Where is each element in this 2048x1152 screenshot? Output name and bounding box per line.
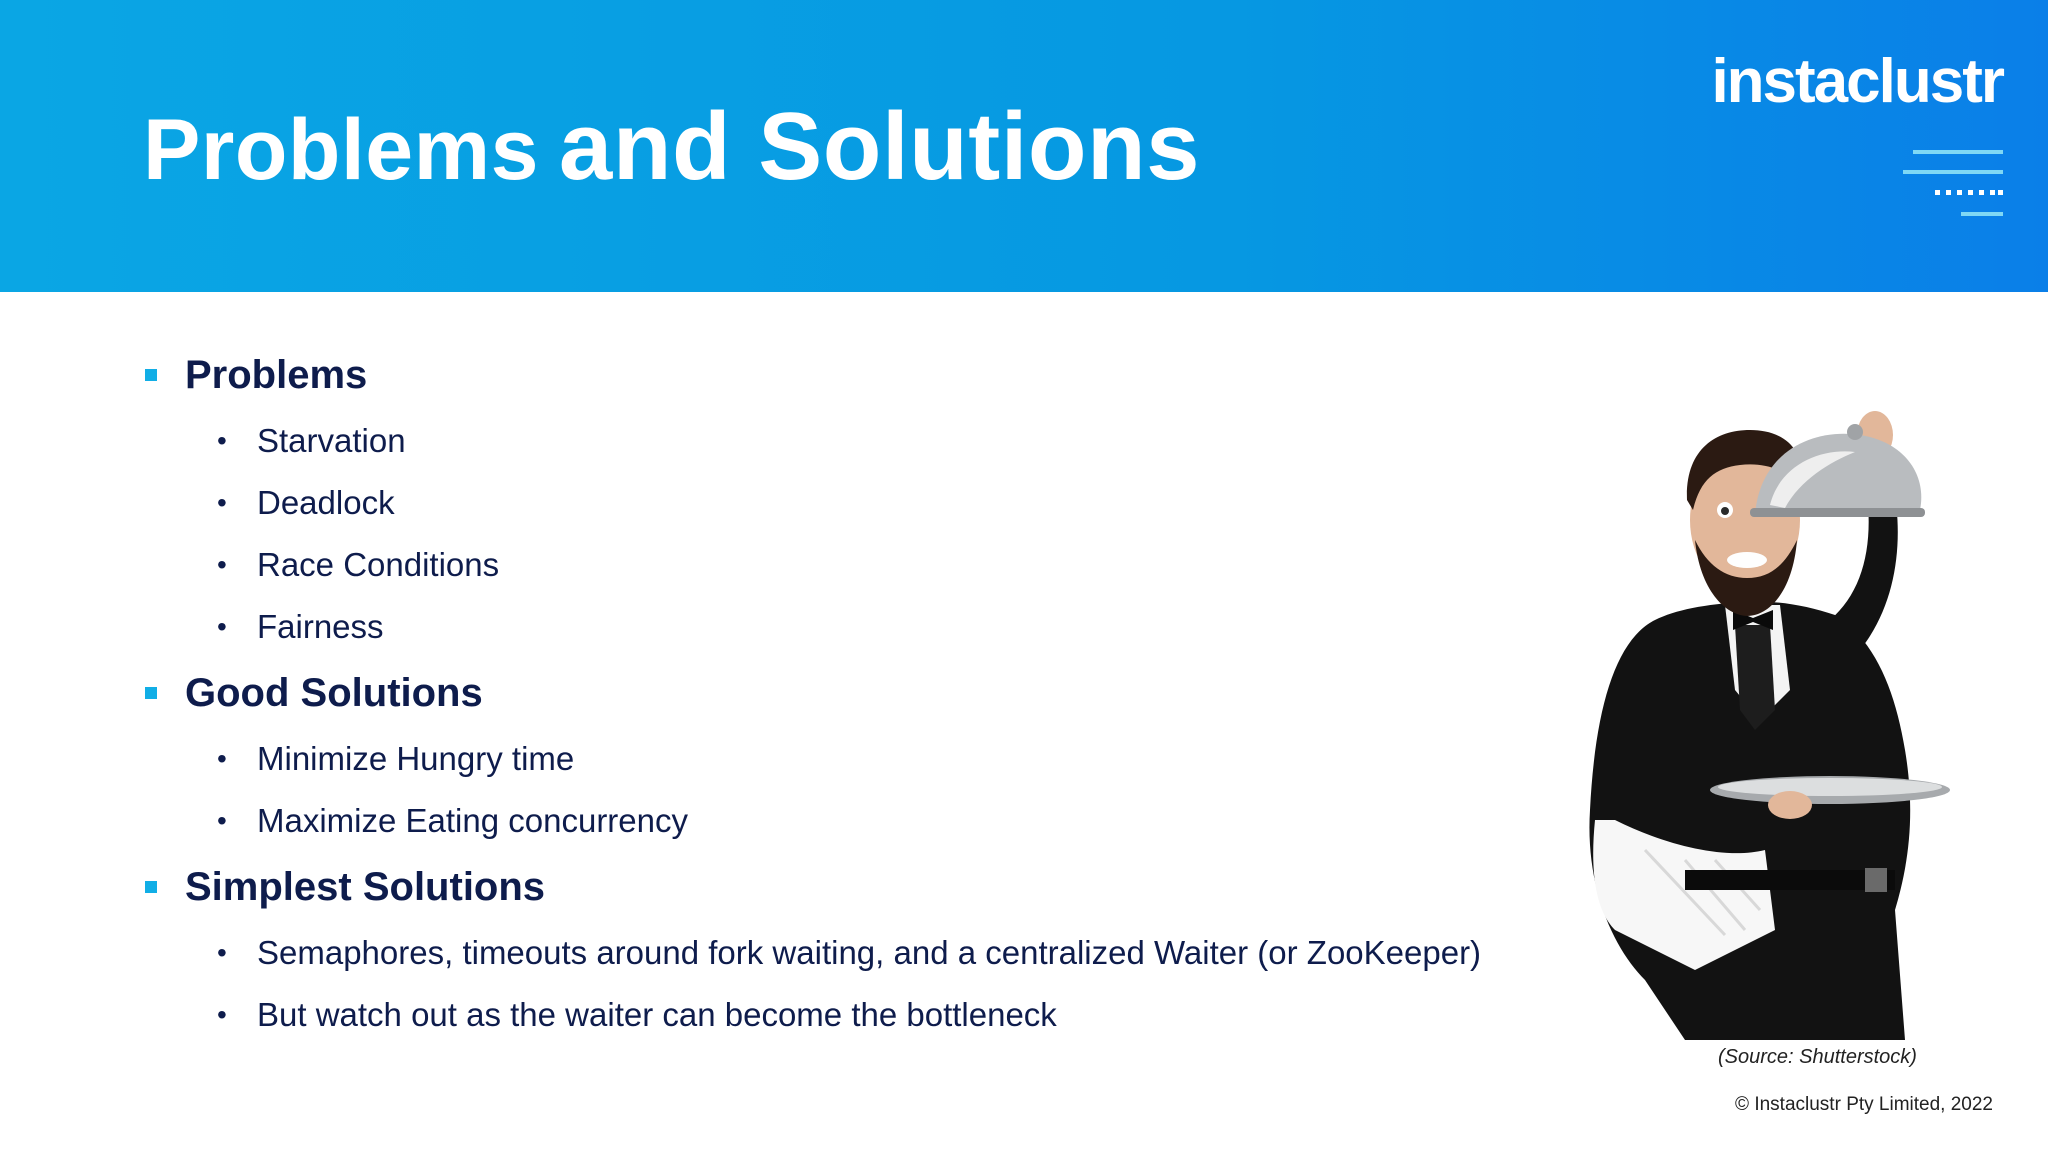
dot-bullet-icon: • [217,937,227,968]
dot-bullet-icon: • [217,743,227,774]
dot-bullet-icon: • [217,611,227,642]
dot-bullet-icon: • [217,425,227,456]
list-item [145,534,1545,596]
copyright-notice: © Instaclustr Pty Limited, 2022 [1735,1094,1993,1115]
dot-bullet-icon: • [217,487,227,518]
section-heading-simplest-solutions [145,852,1545,922]
dot-bullet-icon: • [217,805,227,836]
square-bullet-icon [145,881,157,893]
dot-bullet-icon: • [217,999,227,1030]
list-item-text: Race Conditions [257,546,500,583]
list-item-text: Starvation [257,422,406,459]
list-item [145,984,1545,1046]
dot-bullet-icon: • [217,549,227,580]
slide-title [143,92,1200,202]
list-item [145,472,1545,534]
list-item-text: Fairness [257,608,384,645]
list-item [145,922,1545,984]
logo-lines-icon [1903,150,2003,220]
list-item-text: Maximize Eating concurrency [257,802,688,839]
section-heading-text: Problems [185,352,368,397]
image-source-caption: (Source: Shutterstock) [1718,1046,1917,1068]
bullet-content [145,340,1545,1046]
list-item-text: Semaphores, timeouts around fork waiting, and a centralized Waiter (or ZooKeeper) [257,934,1482,971]
section-heading-problems [145,340,1545,410]
list-item-text: But watch out as the waiter can become the bottleneck [257,996,1057,1033]
square-bullet-icon [145,687,157,699]
list-item [145,790,1545,852]
section-heading-text: Simplest Solutions [185,864,546,909]
slide-title-part1: Problems [143,102,539,198]
section-heading-text: Good Solutions [185,670,483,715]
list-item [145,728,1545,790]
list-item [145,596,1545,658]
list-item-text: Deadlock [257,484,395,521]
square-bullet-icon [145,369,157,381]
waiter-with-cloche-photo [1575,390,1955,1040]
list-item-text: Minimize Hungry time [257,740,575,777]
section-heading-good-solutions [145,658,1545,728]
instaclustr-logo: instaclustr [1711,47,2003,116]
slide-title-part2: and Solutions [558,93,1201,200]
list-item [145,410,1545,472]
